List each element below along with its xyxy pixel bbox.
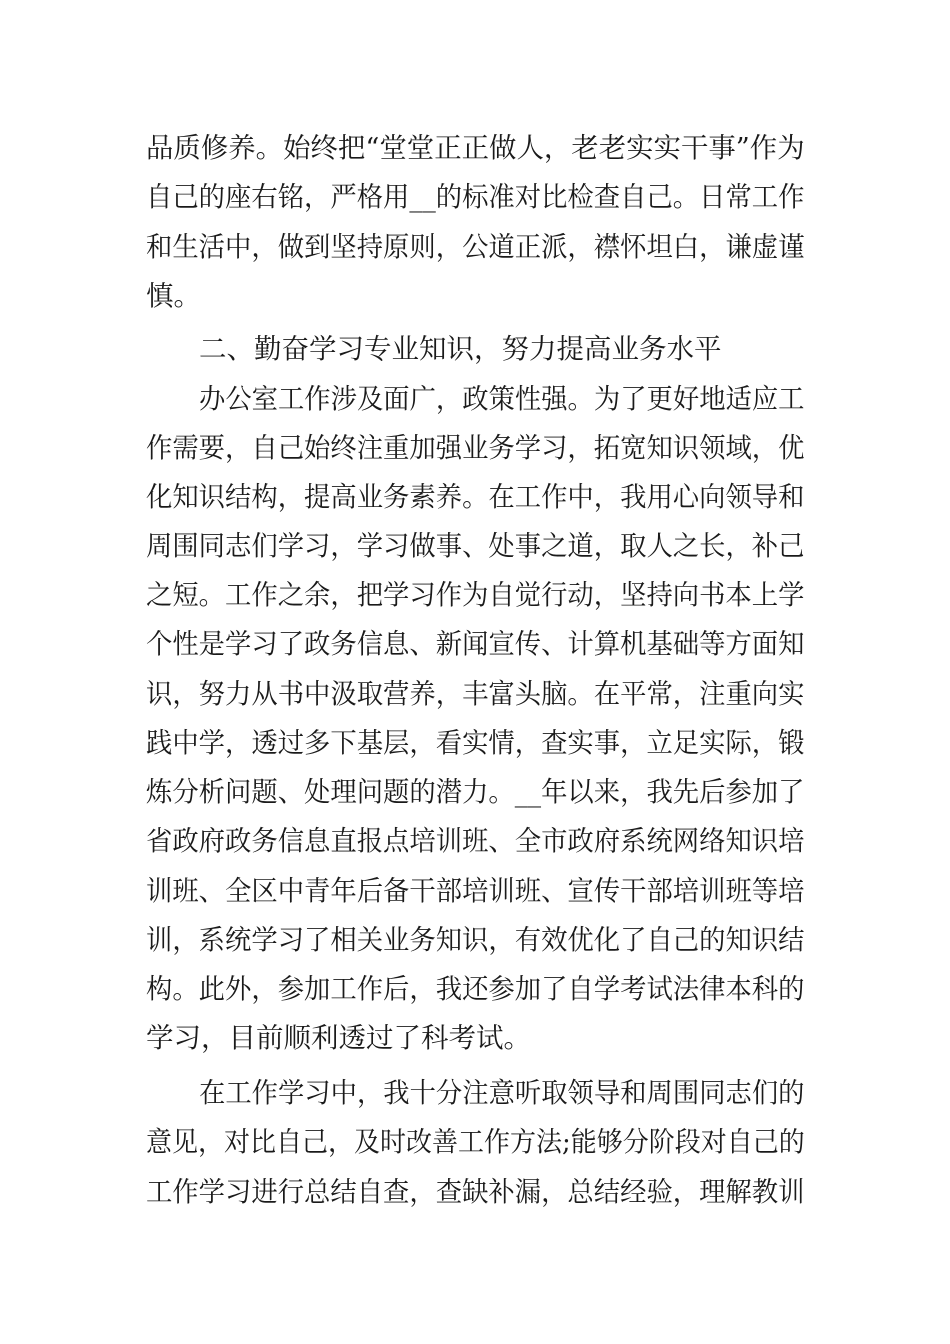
text-line: 训，系统学习了相关业务知识，有效优化了自己的知识结 bbox=[146, 924, 805, 956]
text-line: 践中学，透过多下基层，看实情，查实事，立足实际，锻 bbox=[146, 727, 805, 759]
text-line: 识，努力从书中汲取营养，丰富头脑。在平常，注重向实 bbox=[146, 678, 805, 710]
text-line: 训班、全区中青年后备干部培训班、宣传干部培训班等培 bbox=[146, 875, 805, 907]
section-heading: 二、勤奋学习专业知识，努力提高业务水平 bbox=[199, 333, 722, 365]
text-line: 品质修养。始终把“堂堂正正做人，老老实实干事”作为 bbox=[146, 132, 805, 164]
text-line: 之短。工作之余，把学习作为自觉行动，坚持向书本上学 bbox=[146, 579, 805, 611]
text-line: 炼分析问题、处理问题的潜力。__年以来，我先后参加了 bbox=[146, 776, 805, 808]
text-line: 在工作学习中，我十分注意听取领导和周围同志们的 bbox=[199, 1077, 805, 1109]
text-line: 办公室工作涉及面广，政策性强。为了更好地适应工 bbox=[199, 383, 805, 415]
text-line: 构。此外，参加工作后，我还参加了自学考试法律本科的 bbox=[146, 973, 805, 1005]
text-line: 省政府政务信息直报点培训班、全市政府系统网络知识培 bbox=[146, 825, 805, 857]
text-line: 个性是学习了政务信息、新闻宣传、计算机基础等方面知 bbox=[146, 628, 805, 660]
text-line: 和生活中，做到坚持原则，公道正派，襟怀坦白，谦虚谨 bbox=[146, 231, 805, 263]
text-line: 作需要，自己始终注重加强业务学习，拓宽知识领域，优 bbox=[146, 432, 805, 464]
text-line: 周围同志们学习，学习做事、处事之道，取人之长，补己 bbox=[146, 530, 805, 562]
text-line: 工作学习进行总结自查，查缺补漏，总结经验，理解教训 bbox=[146, 1176, 805, 1208]
text-line: 慎。 bbox=[146, 280, 201, 312]
text-line: 自己的座右铭，严格用__的标准对比检查自己。日常工作 bbox=[146, 181, 805, 213]
text-line: 学习，目前顺利透过了科考试。 bbox=[146, 1022, 531, 1054]
text-line: 意见，对比自己，及时改善工作方法;能够分阶段对自己的 bbox=[146, 1126, 805, 1158]
text-line: 化知识结构，提高业务素养。在工作中，我用心向领导和 bbox=[146, 481, 805, 513]
